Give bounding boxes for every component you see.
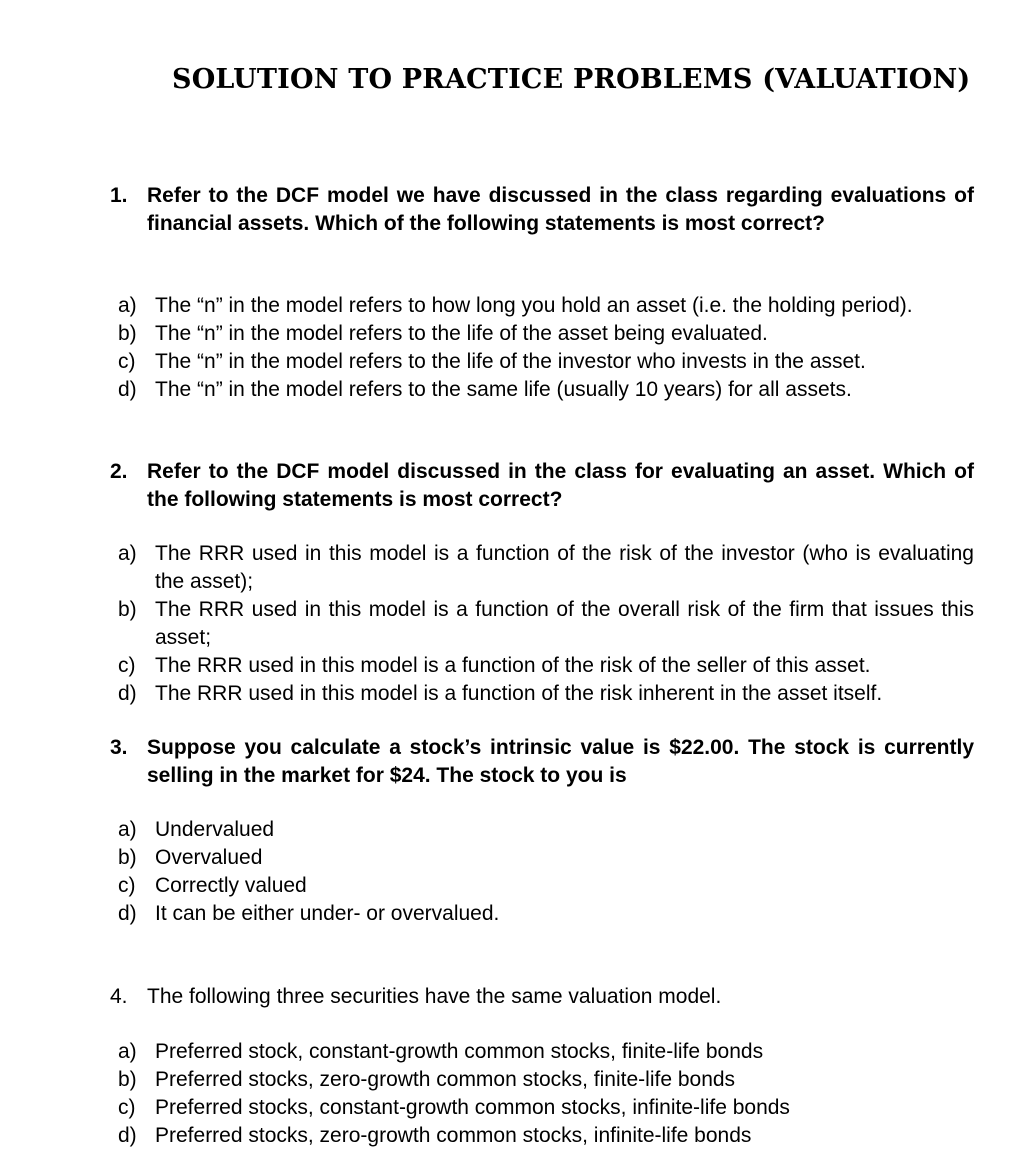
option-a — [118, 540, 974, 596]
option-label: a) — [118, 294, 137, 317]
option-label: d) — [118, 1124, 137, 1147]
option-label: b) — [118, 846, 137, 869]
option-text: The “n” in the model refers to the life of the asset being evaluated. — [155, 322, 768, 345]
question-number: 3. — [110, 736, 128, 759]
option-text: The “n” in the model refers to the same life (usually 10 years) for all assets. — [155, 378, 852, 401]
option-a — [118, 816, 974, 844]
option-b — [118, 320, 974, 348]
question-number: 4. — [110, 985, 128, 1008]
option-label: a) — [118, 818, 137, 841]
option-c — [118, 1094, 974, 1122]
option-label: c) — [118, 654, 136, 677]
option-label: b) — [118, 1068, 137, 1091]
option-b — [118, 844, 974, 872]
option-d — [118, 680, 974, 708]
question-1-options — [118, 292, 974, 404]
option-label: a) — [118, 1040, 137, 1063]
option-label: d) — [118, 902, 137, 925]
option-text: It can be either under- or overvalued. — [155, 902, 500, 925]
option-label: d) — [118, 682, 137, 705]
question-text: Refer to the DCF model discussed in the class for evaluating an asset. Which of the following statements is most correct? — [147, 460, 974, 511]
option-c — [118, 652, 974, 680]
question-2-options — [118, 540, 974, 708]
option-text: Overvalued — [155, 846, 263, 869]
option-a — [118, 292, 974, 320]
question-number: 2. — [110, 460, 128, 483]
option-text: The “n” in the model refers to the life of the investor who invests in the asset. — [155, 350, 866, 373]
option-text: The RRR used in this model is a function of the risk of the seller of this asset. — [155, 654, 871, 677]
question-3 — [110, 734, 974, 790]
option-text: The RRR used in this model is a function of the risk inherent in the asset itself. — [155, 682, 883, 705]
option-a — [118, 1038, 974, 1066]
question-4-options — [118, 1038, 974, 1150]
option-text: Correctly valued — [155, 874, 307, 897]
option-text: Preferred stocks, zero-growth common stocks, infinite-life bonds — [155, 1124, 752, 1147]
question-text: The following three securities have the same valuation model. — [147, 985, 722, 1008]
option-text: Preferred stocks, zero-growth common stocks, finite-life bonds — [155, 1068, 736, 1091]
question-4 — [110, 983, 974, 1011]
option-text: Preferred stock, constant-growth common stocks, finite-life bonds — [155, 1040, 764, 1063]
page-title: SOLUTION TO PRACTICE PROBLEMS (VALUATION) — [172, 64, 971, 95]
option-label: c) — [118, 350, 136, 373]
option-label: b) — [118, 598, 137, 621]
option-text: The RRR used in this model is a function of the risk of the investor (who is evaluating the asset); — [155, 542, 974, 593]
option-c — [118, 348, 974, 376]
question-number: 1. — [110, 184, 128, 207]
option-text: The RRR used in this model is a function of the overall risk of the firm that issues this asset; — [155, 598, 974, 649]
option-label: b) — [118, 322, 137, 345]
question-3-options — [118, 816, 974, 928]
option-d — [118, 900, 974, 928]
option-d — [118, 1122, 974, 1150]
option-text: Undervalued — [155, 818, 275, 841]
option-label: d) — [118, 378, 137, 401]
option-label: c) — [118, 874, 136, 897]
question-2 — [110, 458, 974, 514]
option-b — [118, 596, 974, 652]
question-text: Suppose you calculate a stock’s intrinsic value is $22.00. The stock is currently selling in the market for $24. The stock to you is — [147, 736, 974, 787]
option-c — [118, 872, 974, 900]
option-label: a) — [118, 542, 137, 565]
option-d — [118, 376, 974, 404]
option-text: The “n” in the model refers to how long you hold an asset (i.e. the holding period). — [155, 294, 913, 317]
option-b — [118, 1066, 974, 1094]
option-text: Preferred stocks, constant-growth common stocks, infinite-life bonds — [155, 1096, 790, 1119]
question-text: Refer to the DCF model we have discussed in the class regarding evaluations of financial assets. Which of the following statements is most correct? — [147, 184, 974, 235]
question-1 — [110, 182, 974, 238]
option-label: c) — [118, 1096, 136, 1119]
